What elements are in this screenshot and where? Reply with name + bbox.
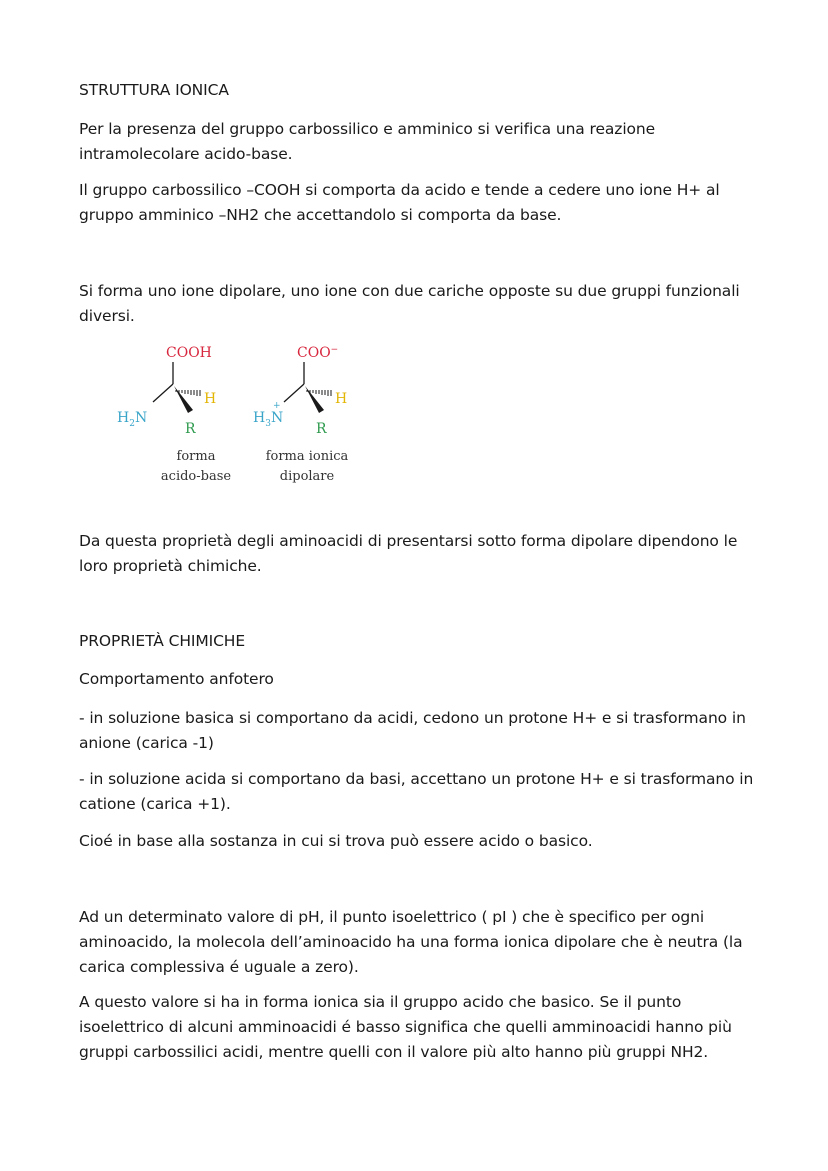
- carboxylate-group-label: COO−: [297, 345, 339, 361]
- r-group-label: R: [316, 421, 327, 437]
- ammonium-group-label: $H_3N$: [253, 410, 284, 429]
- paragraph-proprieta-aminoacidi: Da questa proprietà degli aminoacidi di presentarsi sotto forma dipolare dipendono le loro proprietà chimiche.: [79, 532, 738, 575]
- ammonium-charge: +: [273, 401, 281, 411]
- caption-forma: forma: [176, 449, 216, 464]
- amino-acid-structures-svg: [100, 338, 400, 488]
- bond-amino: [284, 384, 304, 402]
- amino-group-label: $H_2N$: [117, 410, 148, 429]
- bond-amino: [153, 384, 173, 402]
- caption-forma-ionica: forma ionica: [265, 449, 349, 464]
- paragraph-gruppo-carbossilico: Il gruppo carbossilico –COOH si comporta da acido e tende a cedere uno ione H+ al gruppo amminico –NH2 che accettandolo si comporta da base.: [79, 181, 720, 224]
- paragraph-valore-isoelettrico: A questo valore si ha in forma ionica sia il gruppo acido che basico. Se il punto isoelettrico di alcuni amminoacidi é basso significa che quelli amminoacidi hanno più gruppi carbossilici acidi, mentre quelli con il valore più alto hanno più gruppi NH2.: [79, 993, 732, 1061]
- caption-acido-base: acido-base: [160, 469, 232, 484]
- paragraph-reazione-intramolecolare: Per la presenza del gruppo carbossilico e amminico si verifica una reazione intramolecolare acido-base.: [79, 120, 656, 163]
- section-heading-proprieta-chimiche: PROPRIETÀ CHIMICHE: [79, 632, 246, 650]
- amino-acid-structure-figure: [100, 338, 400, 488]
- carboxyl-group-label: COOH: [166, 345, 212, 361]
- list-item-soluzione-acida: - in soluzione acida si comportano da basi, accettano un protone H+ e si trasformano in catione (carica +1).: [79, 770, 754, 813]
- paragraph-ione-dipolare: Si forma uno ione dipolare, uno ione con due cariche opposte su due gruppi funzionali diversi.: [79, 282, 740, 325]
- section-heading-struttura-ionica: STRUTTURA IONICA: [79, 81, 229, 99]
- hydrogen-label: H: [204, 391, 217, 407]
- wedge-bond-r: [174, 386, 193, 413]
- subheading-comportamento-anfotero: Comportamento anfotero: [79, 670, 274, 688]
- caption-dipolare: dipolare: [279, 469, 335, 484]
- wedge-bond-r: [305, 386, 324, 413]
- molecule-ionica-dipolare: [253, 345, 349, 484]
- r-group-label: R: [185, 421, 196, 437]
- molecule-acido-base: [117, 345, 231, 484]
- paragraph-punto-isoelettrico: Ad un determinato valore di pH, il punto isoelettrico ( pI ) che è specifico per ogni aminoacido, la molecola dell’aminoacido ha una forma ionica dipolare che è neutra (la carica complessiva é uguale a zero).: [79, 908, 743, 976]
- hydrogen-label: H: [335, 391, 348, 407]
- list-item-soluzione-basica: - in soluzione basica si comportano da acidi, cedono un protone H+ e si trasformano in anione (carica -1): [79, 709, 746, 752]
- paragraph-acido-o-basico: Cioé in base alla sostanza in cui si trova può essere acido o basico.: [79, 832, 593, 850]
